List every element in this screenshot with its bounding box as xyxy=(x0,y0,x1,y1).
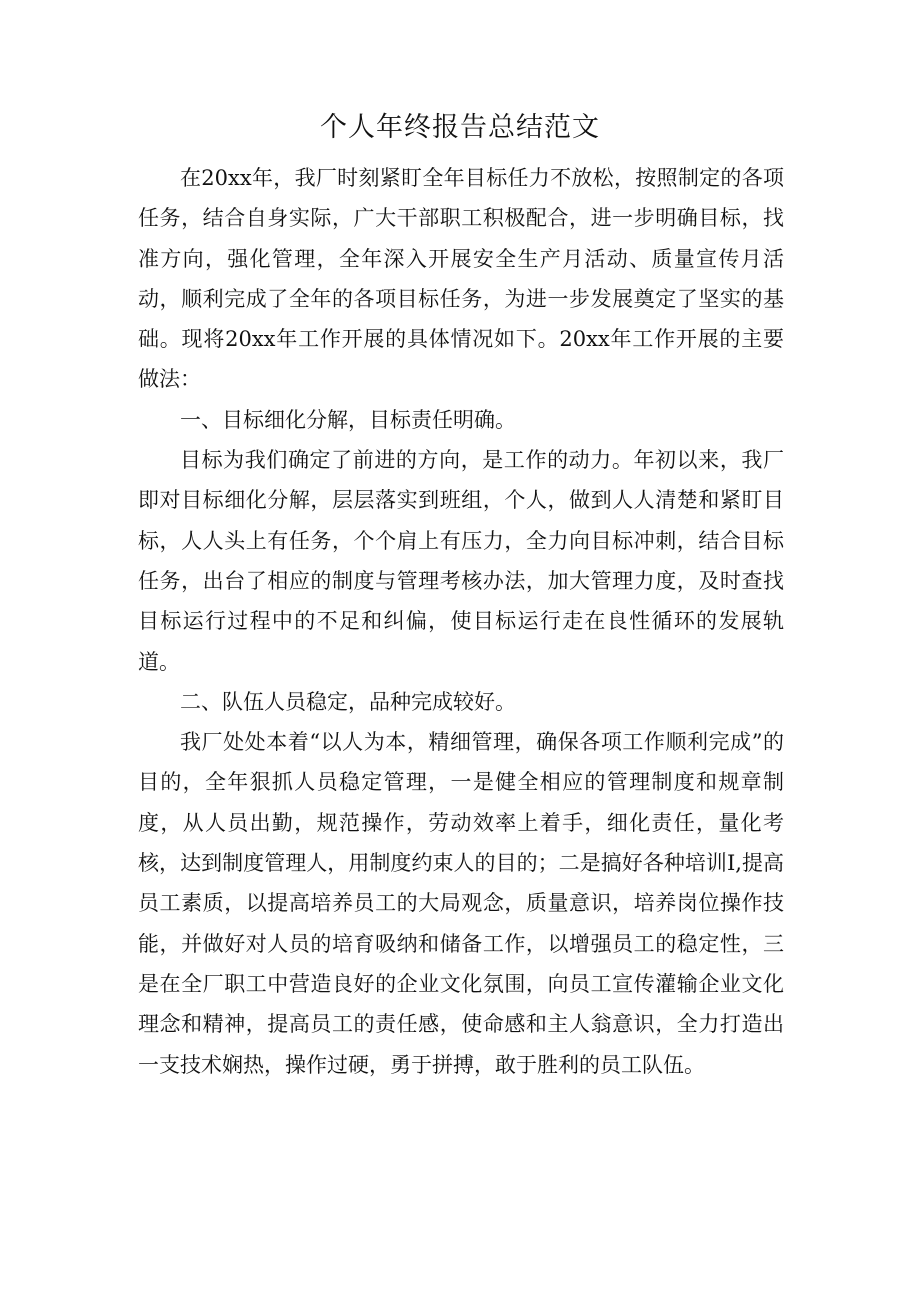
document-body xyxy=(138,158,784,1085)
paragraph-section-2: 我厂处处本着“以人为本，精细管理，确保各项工作顺利完成”的目的，全年狠抓人员稳定管理，一是健全相应的管理制度和规章制度，从人员出勤，规范操作，劳动效率上着手，细化责任，量化考核，达到制度管理人，用制度约束人的目的；二是搞好各种培训I,提高员工素质，以提高培养员工的大局观念，质量意识，培养岗位操作技能，并做好对人员的培育吸纳和储备工作，以增强员工的稳定性，三是在全厂职工中营造良好的企业文化氛围，向员工宣传灌输企业文化理念和精神，提高员工的责任感，使命感和主人翁意识，全力打造出一支技术娴热，操作过硬，勇于拼搏，敢于胜利的员工队伍。 xyxy=(138,730,784,1077)
section-heading-2: 二、队伍人员稳定，品种完成较好。 xyxy=(180,689,516,714)
section-heading-1: 一、目标细化分解，目标责任明确。 xyxy=(180,407,516,432)
paragraph-intro: 在20xx年，我厂时刻紧盯全年目标任力不放松，按照制定的各项任务，结合自身实际，广大干部职工积极配合，进一步明确目标，找准方向，强化管理，全年深入开展安全生产月活动、质量宣传月活动，顺利完成了全年的各项目标任务，为进一步发展奠定了坚实的基础。现将20xx年工作开展的具体情况如下。20xx年工作开展的主要做法： xyxy=(138,166,784,392)
document-title: 个人年终报告总结范文 xyxy=(320,112,600,143)
paragraph-section-1: 目标为我们确定了前进的方向，是工作的动力。年初以来，我厂即对目标细化分解，层层落实到班组，个人，做到人人清楚和紧盯目标，人人头上有任务，个个肩上有压力，全力向目标冲刺，结合目标任务，出台了相应的制度与管理考核办法，加大管理力度，及时查找目标运行过程中的不足和纠偏，使目标运行走在良性循环的发展轨道。 xyxy=(138,448,784,674)
